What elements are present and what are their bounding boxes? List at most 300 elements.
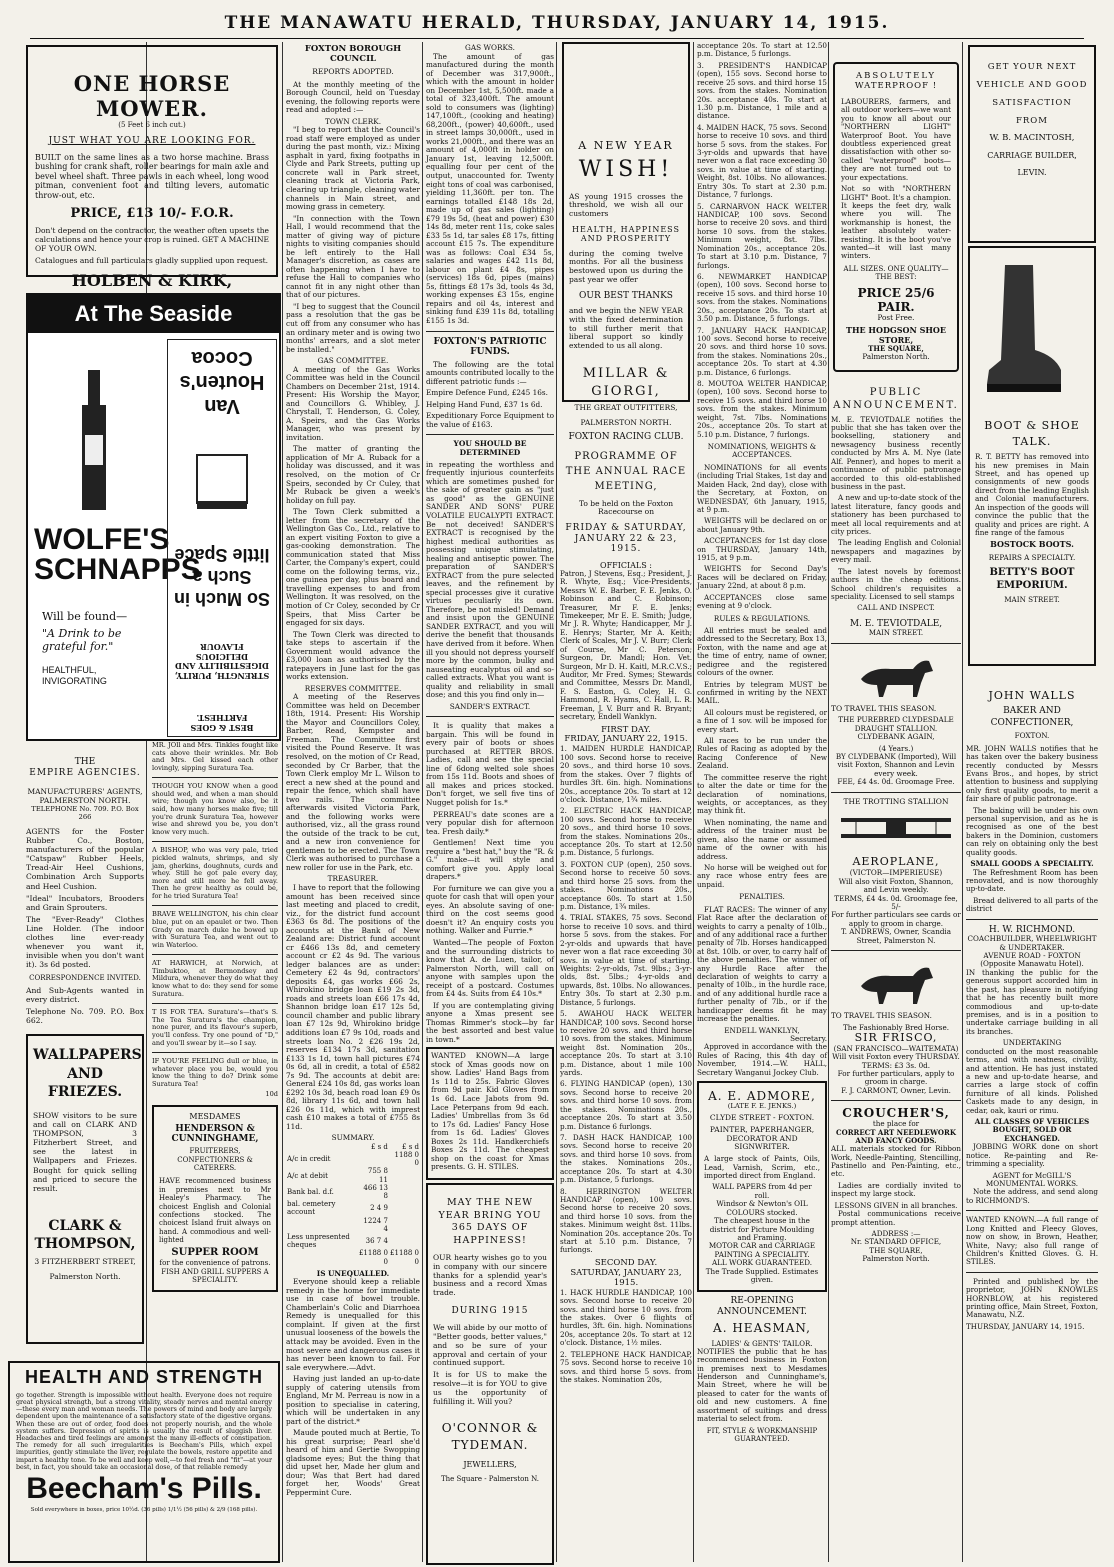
rules-text: Entries by telegram MUST be confirmed in writing by the NEXT MAIL.	[697, 679, 827, 706]
race-day2: SECOND DAY.	[594, 1257, 658, 1268]
admore-b1: A large stock of Paints, Oils, Lead, Varnish, Scrim, etc., imported direct from England.	[704, 1154, 820, 1180]
approved-text: Approved in accordance with the Rules of Racing, this 4th day of November, 1914.—W. HALL, Secretary Wanganui Jockey Club.	[697, 1042, 827, 1077]
teviotdale-3: The leading English and Colonial newspapers and magazines by every mail.	[831, 538, 961, 565]
walls-town: FOXTON.	[1014, 731, 1050, 741]
wish-w5: and we begin the NEW YEAR with the fixed determination to still further merit that liberal support so kindly extended to us all along.	[569, 306, 683, 351]
race-entry: 3. FOXTON CUP (open), 250 sovs. Second horse to receive 50 sovs. and third horse 25 sovs. from the stakes. Nominations 20s., acceptance 60s. To start at 1.50 p.m. Distance, 1¾ miles.	[560, 859, 692, 912]
race-entry: 7. JANUARY HACK HANDICAP, 100 sovs. Second horse to receive 20 sovs. and third horse 10 sovs. from the stakes. Nominations 20s., acceptance 20s. To start at 4.30 p.m. Distance, 6 furlongs.	[697, 325, 827, 377]
nominations-body: NOMINATIONS for all events (including Trial Stakes, 1st day and Maiden Hack, 2nd day), close with the Secretary, at Foxton, on WEDNESDAY, 6th January, 1915, at 9 p.m.	[697, 462, 827, 514]
race-officials: Patron, J Stevens, Esq.; President, J. R. Whyte, Esq.; Vice-Presidents, Messrs W. E. Barber, F. E. Jenks, O. Robinson and C. Robinson; Treasurer, Mr F. E. Jenks; Timekeeper, Mr E. E. Smith; Judge, Mr J. R. Whyte; Handicapper, Mr J. E. Henrys; Starter, Mr A. Keith; Clerk of Scales, Mr J. V. Burr; Clerk of Course, Mr C. Peterson; Surgeon, Dr. Mandl; Hon. Vet. Surgeon, Mr D. H. Kaitl, M.R.C.V.S.; Auditor, Mr Fred. Symes; Stewards and Committee, Messrs Dr. Mandl, F. S. Easton, G. Coley, H. G. Hammond, R. Hyams, C. Hall, L. R. Freeman, J. V. Burr and R. Bryant; secretary, Endell Wanklyn.	[560, 568, 692, 722]
race-entry: 2. ELECTRIC HACK HANDICAP, 100 sovs. Second horse to receive 20 sovs., and third horse 10 sovs. from the stakes. Nominations 20s., acceptance 20s. To start at 12.50 p.m. Distance, 5 furlongs.	[560, 806, 692, 858]
penalties-body: FLAT RACES: The winner of any Flat Race after the declaration of weights to carry a penalty of 10lb., and of any additional race a further penalty of 7lb. Horses handicapped at 8st. 10lb. or over, to carry half of the above penalties. The winner of any Hurdle Race after the declaration of weights to carry a penalty of 10lb., in the hurdle race, and of any additional hurdle race a further penalty of 7lb., or if the handicapper deems fit he may increase the penalties.	[697, 904, 827, 1024]
richmond-veh: ALL CLASSES OF VEHICLES BOUGHT, SOLD OR EXCHANGED.	[974, 1117, 1090, 1143]
macintosh-d: W. B. MACINTOSH,	[989, 133, 1075, 144]
teviotdale-5: CALL AND INSPECT.	[857, 603, 935, 613]
summary-cell	[389, 1184, 420, 1200]
richmond-body2: conducted on the most reasonable terms, and with neatness, civility, and attention. He has just instated a new and up-to-date hearse, and carries a large stock of coffin furniture of all kinds. Polished Caskets made to any design, in cedar, oak, kauri or rimu.	[966, 1046, 1098, 1115]
column-7	[831, 42, 961, 1564]
bottle-icon	[74, 365, 114, 515]
wish-w1: AS young 1915 crosses the threshold, we wish all our customers	[569, 191, 683, 219]
henderson-fish: FISH AND GRILL SUPPERS A SPECIALITY.	[161, 1267, 269, 1285]
race-entry: 4. TRIAL STAKES, 75 sovs. Second horse to receive 10 sovs. and third horse 5 sovs. from the stakes. For 2-yr-olds and upwards that have never won a flat race exceeding 30 sovs. in value at time of starting. Weights: 2-yr-olds, 7st. 9lbs.; 3-yr-olds, 8st. 5lbs.; 4-yr-olds and upwards, 8st. 10lbs. No allowances. Entry 30s. To start at 2.30 p.m. Distance, 5 furlongs.	[560, 913, 692, 1007]
walls-body: MR. JOHN WALLS notifies that he has taken over the bakery business recently conducted by Messrs Evans Bros., and hopes, by strict attention to business and supplying only first quality goods, to merit a fair share of public patronage.	[966, 743, 1098, 804]
rules-text: All entries must be sealed and addressed to the Secretary, Box 13, Foxton, with the name and age at the time of entry, name of owner, pedigree and the registered colours of the owner.	[697, 626, 827, 678]
race-entry: acceptance 20s. To start at 12.50 p.m. Distance, 5 furlongs.	[697, 41, 827, 59]
frisco-intro: The Fashionably Bred Horse.	[843, 1022, 949, 1032]
suratura-note: T IS FOR TEA. Suratura's—that's S. The Tea Suratura's the champion, none purer, and its flavour's superb, you'll confess. Try one pound of "D," and you'll swear by it—so I say.	[152, 1008, 278, 1047]
richmond-trade: COACHBUILDER, WHEELWRIGHT & UNDERTAKER.	[967, 934, 1097, 952]
clyde-visit: BY CLYDEBANK (Imported), Will visit Foxton, Shannon and Levin every week.	[835, 751, 957, 778]
summary-cell: bal. cemetery account	[287, 1200, 336, 1217]
macintosh-a: GET YOUR NEXT	[987, 62, 1077, 72]
heasman-sub: LADIES' & GENTS' TAILOR.	[711, 1339, 813, 1348]
empire-mfr: MANUFACTURERS' AGENTS,	[27, 786, 143, 796]
mower-title: ONE HORSE MOWER.	[73, 71, 231, 122]
frisco-breed: (SAN FRANCISCO—WAITEMATA)	[833, 1043, 959, 1053]
croucher-6: Postal communications receive prompt attention.	[831, 1209, 961, 1227]
race-entry: 5. CARNARVON HACK WELTER HANDICAP, 100 sovs. Second horse to receive 20 sovs. and third horse 10 sovs. from the stakes. Minimum weight, 8st. 7lbs. Nomination 20s., acceptance 20s. To start at 3.10 p.m. Distance, 7 furlongs.	[697, 201, 827, 270]
council-p1: At the monthly meeting of the Borough Council, held on Tuesday evening, the following reports were read and adopted :—	[286, 79, 420, 115]
richmond-body4: Note the address, and send along to RICHMOND'S.	[966, 1187, 1098, 1205]
macintosh-e: CARRIAGE BUILDER,	[987, 151, 1077, 161]
summary-cell: A/c in credit	[287, 1155, 331, 1164]
heasman-name: A. HEASMAN,	[713, 1321, 811, 1336]
tailor-ad: Wanted—The people of Foxton and the surrounding districts to know that A. de Luen, tailor, of Palmerston North, will call on anyone with samples upon the receipt of a postcard. Costumes from £4 4s. Suits from £4 10s.*	[426, 937, 554, 999]
wallpapers-ad	[26, 1034, 144, 1344]
rules-text: All races to be run under the Rules of Racing as adopted by the Racing Conference of New Zealand.	[697, 736, 827, 771]
admore-trade: PAINTER, PAPERHANGER, DECORATOR AND SIGNWRITER.	[709, 1124, 815, 1152]
council-gas: GAS COMMITTEE.	[317, 356, 389, 366]
race-entry: 1. HACK HURDLE HANDICAP, 100 sovs. Second horse to receive 20 sovs. and third horse 10 sovs. from the stakes. Over 6 flights of hurdles, 3ft. 6in. high. Nominations 20s, acceptance 20s. To start at 12 o'clock. Distance, 1½ miles.	[560, 1287, 692, 1348]
acceptances-body: ACCEPTANCES for 1st day close on THURSDAY, January 14th, 1915, at 9 p.m.	[697, 536, 827, 563]
patriotic-empire: Empire Defence Fund, £245 16s.	[426, 388, 548, 398]
rules-text: When nominating, the name and address of the trainer must be given, also the name or assumed name of the owner with his address.	[697, 817, 827, 861]
henderson-trade: FRUITERERS, CONFECTIONERS & CATERERS.	[177, 1147, 253, 1172]
admore-b7: The Trade Supplied. Estimates given.	[705, 1266, 819, 1285]
boot-icon	[975, 260, 1065, 400]
race-day1: FIRST DAY.	[601, 724, 651, 735]
hodgson-a: ABSOLUTELY	[855, 71, 937, 81]
rules-text: No horse will be weighed out for any race whose entry fees are unpaid.	[697, 862, 827, 889]
teviotdale-street: MAIN STREET.	[868, 629, 924, 638]
perreau-catering: Having just landed an up-to-date supply of catering utensils from England, Mr M. Perreau is now in a position to specialise in catering, which will be undertaken in any part of the district.*	[286, 1374, 420, 1426]
travel-head: TO TRAVEL THIS SEASON.	[831, 703, 937, 713]
hat-ad: Gentlemen! Next time you require a "best hat," buy the "R. & G." make—it will style and comfort give you. Apply local drapers.*	[426, 838, 554, 882]
summary-cell	[286, 1143, 358, 1151]
aeroplane-further: For further particulars see cards or apply to groom in charge.	[831, 910, 961, 928]
summary-cell	[389, 1217, 420, 1233]
hodgson-body: LABOURERS, farmers, and all outdoor workers—we want you to know all about our "NORTHERN LIGHT" Waterproof Boot. You have doubtless experienced great dissatisfaction with other so-called "waterproof" boots—they are not turned out to your expectations.	[841, 96, 951, 182]
croucher-2: CORRECT ART NEEDLEWORK AND FANCY GOODS.	[836, 1127, 956, 1145]
council-p10: I have to report that the following amount has been received since last meeting and placed to credit, viz., for the district fund account £363 6s 8d. The positions of the accounts at the Bank of New Zealand are: District fund account cr £466 13s 8d, and cemetery account cr £2 4s 9d. The various ledger balances are as under: Cemetery £2 4s 9d, contractors' deposits £4, gas works £66 2s, Whirokino bridge loan £19 2s 3d, roads and streets loan £66 17s 4d, Shannon bridge loan £17 12s 5d, council chamber and public library loan £7 12s 9d, Whirokino bridge additions loan £7 9s 10d, roads and streets loan No. 2 £26 19s 2d, reserves £134 17s 3d, sanitation £133 1s 1d, town hall pictures £74 0s 6d, all in credit, a total of £582 7s 9d. The accounts at debit are: General £24 10s 8d, gas works loan £292 10s 3d, beach road loan £9 0s 8d, library 11s 6d, and town hall £26 0s 11d, which with imprest cash £10 makes a total of £755 8s 11d.	[286, 882, 420, 1131]
croucher-3: ALL materials stocked for Ribbon Work, Needle-Painting, Stencilling, Pastinello and Pen-Painting, etc., etc.	[831, 1144, 961, 1179]
croucher-7: ADDRESS :—	[871, 1228, 921, 1238]
public-announcement: PUBLIC ANNOUNCEMENT.	[833, 386, 959, 411]
race-entry: 6. NEWMARKET HANDICAP (open), 100 sovs. Second horse to receive 15 sovs. and third horse 10 sovs. from the stakes. Nominations 20s., acceptance 20s. To start at 3.50 p.m. Distance, 5 furlongs.	[697, 271, 827, 324]
summary-cell: 36 7 4	[365, 1237, 388, 1246]
empire-tel2: Telephone No. 709. P.O. Box 662.	[26, 1007, 144, 1026]
betty-street: MAIN STREET.	[1004, 595, 1060, 605]
frisco-further: For further particulars, apply to groom in charge.	[837, 1069, 955, 1087]
mower-note: Don't depend on the contractor, the weather often upsets the calculations and hence your crop is ruined. GET A MACHINE OF YOUR OWN.	[35, 226, 269, 254]
betty-bostock: BOSTOCK BOOTS.	[990, 539, 1074, 550]
council-p2: "I beg to report that the Council's road staff were employed as under during the past month, viz.: Mixing asphalt in yard, fixing footpaths in Clyde and Park Streets, putting up concrete wall in Park street, cleaning track at Victoria Park, clearing up triangle, cleaning water channels in Main street, and mowing grass in cemetery.	[286, 125, 420, 212]
column-rule	[422, 42, 423, 1562]
henderson-body: HAVE recommenced business in premises next to Mr Healey's Pharmacy. The choicest English and Colonial confections stocked. The choicest Island fruit always on hand. A commodious and well-lighted	[159, 1177, 271, 1245]
suratura-note: BRAVE WELLINGTON, his chin clear blue, put on an epaulet or two. Then Grady on march duke he bowed up with Suratura Tea, and went out to win Waterloo.	[152, 910, 278, 949]
mesdames: MESDAMES	[189, 1111, 241, 1121]
empire-the: THE	[74, 757, 96, 767]
mower-catalogue: Catalogues and full particulars gladly supplied upon request.	[35, 256, 269, 266]
sander-extract: SANDER'S EXTRACT.	[449, 701, 531, 711]
race-programme: PROGRAMME OF THE ANNUAL RACE MEETING,	[565, 450, 687, 492]
henderson-conv: for the convenience of patrons.	[159, 1259, 271, 1268]
weights2-body: WEIGHTS for Second Day's Races will be declared on Friday, January 22nd, at about 8 p.m.	[697, 564, 827, 591]
aeroplane-terms: TERMS, £4 4s. 0d. Groomage fee, 5/-	[834, 893, 958, 911]
race-day1-date: FRIDAY, JANUARY 22, 1915.	[564, 734, 688, 745]
council-clerk: TOWN CLERK.	[324, 116, 382, 126]
seaside-ad	[26, 293, 281, 741]
mower-price: PRICE, £13 10/- F.O.R.	[70, 205, 234, 221]
oconnor-during: DURING 1915	[451, 1305, 529, 1316]
race-entry: 3. PRESIDENT'S HANDICAP (open), 155 sovs. Second horse to receive 25 sovs. and third horse 15 sovs. from the stakes. Nomination 20s. acceptance 40s. To start at 1.30 p.m. Distance, 1 mile and a distance.	[697, 60, 827, 121]
walls-trade: BAKER AND CONFECTIONER,	[990, 705, 1074, 728]
admore-addr: CLYDE STREET - FOXTON.	[709, 1113, 815, 1123]
summary-cell: 1188 0 0	[394, 1151, 419, 1168]
column-6	[697, 42, 827, 1564]
imprint: Printed and published by the proprietor, JOHN KNOWLES HORNBLOW, at his registered printing office, Main Street, Foxton, Manawatu, N.Z.	[966, 1276, 1098, 1320]
van-houten-strength: STRENGTH, PURITY, DIGESTIBILITY AND DELICIOUS FLAVOUR	[174, 642, 270, 681]
rimmer-ad: If you are contemplating giving anyone a Xmas present see Thomas Rimmer's stock—by far the best assorted and best value in town.*	[426, 1000, 554, 1044]
secretary-name: ENDELL WANKLYN,	[724, 1025, 800, 1035]
oconnor-m3: It is for US to make the resolve—it is for YOU to give us the opportunity of fulfilling it. Will you?	[433, 1370, 547, 1406]
wallpapers-firm: CLARK & THOMPSON,	[34, 1217, 136, 1253]
wallpapers-body: SHOW visitors to be sure and call on CLARK AND THOMPSON, 3 Fitzherbert Street, and see the latest in Wallpapers and Friezes. Bought for quick selling and priced to secure the result.	[33, 1110, 137, 1193]
admore-b6: ALL WORK GUARANTEED.	[711, 1258, 813, 1268]
betty-title: BOOT & SHOE TALK.	[984, 419, 1080, 448]
council-p7: The Town Clerk submitted a letter from the secretary of the Wellington Gas Co., Ltd., relative to an expert visiting Foxton to give a gas-cooking demonstration. The communication stated that Miss Carter, the Company's expert, could come on the following terms, viz., one guinea per day, plus board and travelling expenses to and from Wellington. It was resolved, on the motion of Cr Coley, seconded by Cr Speirs, that Miss Carter be engaged for six days.	[286, 507, 420, 628]
column-rule	[962, 42, 963, 1562]
frisco-visit: Will visit Foxton every THURSDAY.	[832, 1052, 960, 1062]
clyde-fee: FEE, £4 4s. 0d. Groomage Free.	[837, 777, 955, 787]
summary-row	[286, 1151, 420, 1167]
van-houten-slogan: So Much in Such a little Space	[174, 545, 270, 609]
rules-head: RULES & REGULATIONS.	[713, 613, 811, 623]
race-officials-head: OFFICIALS :	[600, 560, 652, 570]
heasman-body: NOTIFIES the public that he has recommenced business in Foxton in premises next to Mesdames Henderson and Cunninghame's, Main Street, where he will be pleased to cater for the wants of old and new customers. A fine assortment of suitings and dress material to select from.	[697, 1346, 827, 1424]
beechams-brand: Beecham's Pills.	[26, 1472, 262, 1506]
chamberlain-ad: Everyone should keep a reliable remedy in the home for immediate use in case of bowel trouble. Chamberlain's Colic and Diarrhoea Remedy is unequalled for this complaint. If given at the first unusual looseness of the bowels the attack may be avoided. Even in the most severe and dangerous cases it has never been known to fail. For sale everywhere.—Advt.	[286, 1277, 420, 1372]
summary-cell: Less unpresented cheques	[287, 1232, 350, 1250]
summary-cell	[389, 1200, 420, 1216]
perreau-scones: PERREAU's date scones are a very popular dish for afternoon tea. Fresh daily.*	[426, 809, 554, 836]
richmond-und: UNDERTAKING	[1002, 1038, 1062, 1048]
henderson-firm: HENDERSON & CUNNINGHAME,	[171, 1123, 259, 1145]
admore-b3: Windsor & Newton's OIL COLOURS stocked.	[716, 1199, 808, 1217]
richmond-opp: (Opposite Manawatu Hotel).	[980, 959, 1084, 969]
mower-sub: (5 Feet 6 inch cut.)	[118, 121, 186, 130]
aeroplane-visit: Will also visit Foxton, Shannon, and Levin weekly.	[838, 876, 954, 895]
empire-title: EMPIRE AGENCIES.	[29, 767, 141, 778]
teviotdale-body: M. E. TEVIOTDALE notifies the public that she has taken over the bookselling, stationery and newsagency business recently conducted by Mrs A. M. Nye (late Alf. Penner), and hopes to merit a continuance of public patronage accorded to this old-established business in the past.	[831, 414, 961, 491]
patriotic-intro: The following are the total amounts contributed locally to the different patriotic funds :—	[426, 359, 554, 386]
sander-body: in repeating the worthless and frequently injurious counterfeits which are sometimes pushed for the sake of greater gain as "just as good" as the GENUINE SANDER AND SONS' PURE VOLATILE EUCALYPTI EXTRACT. Be not deceived! SANDER'S EXTRACT is recognised by the highest medical authorities as possessing unique stimulating, healing and antiseptic power. The preparation of SANDER'S EXTRACT from the pure selected leaves, and the refinement by special processes give it curative virtues peculiarly its own. Therefore, be not misled! Demand and insist upon the GENUINE SANDER EXTRACT, and you will derive the benefit that thousands have derived from it before. When ill you should not depress yourself more by the common, bulky and nauseating eucalyptus oil and so-called extracts. What you want is quality and reliability in small dose; and this you find only in—	[426, 459, 554, 700]
council-p6: The matter of granting the application of Mr A. Ruback for a holiday was discussed, and it was resolved, on the motion of Cr Speirs, seconded by Cr Culey, that Mr Ruback be given a week's holiday on full pay.	[286, 444, 420, 505]
suratura-notes	[150, 740, 280, 1101]
race-entry: 4. MAIDEN HACK, 75 sovs. Second horse to receive 10 sovs. and third horse 5 sovs. from the stakes. For 3-yr-olds and upwards that have never won a flat race exceeding 30 sovs. in value at time of starting. Weight, 8st. 10lbs. No allowances. Entry 30s. To start at 2.30 p.m. Distance, 7 furlongs.	[697, 122, 827, 200]
wallpapers-addr: 3 FITZHERBERT STREET,	[34, 1257, 136, 1267]
peppermint-verse: Maude pouted much at Bertie, To his great surprise; Pearl she'd heard of him and Gertie Swopping gladsome eyes; But the thing that did upset her, Made her glum and dour; Was that Bert had dared forget her, Woods' Great Peppermint Cure.	[286, 1428, 420, 1498]
summary-cell: £1188 0 0	[358, 1249, 388, 1266]
acceptances2-body: ACCEPTANCES close same evening at 9 o'clock.	[697, 592, 827, 611]
hodgson-sq: THE SQUARE,	[868, 343, 924, 353]
heasman-foot: FIT, STYLE & WORKMANSHIP GUARANTEED.	[706, 1426, 818, 1443]
betty-repairs: REPAIRS A SPECIALTY.	[988, 552, 1076, 562]
macintosh-f: LEVIN.	[1017, 168, 1047, 178]
richmond-name: H. W. RICHMOND.	[988, 924, 1076, 935]
stiles-body: WANTED KNOWN—A large stock of Xmas goods now on show. Ladies' Hand Bags from 1s 11d to 25s. Fabric Gloves from 9d pair. Kid Gloves from 1s 6d. Lace Jabots from 9d. Lace Peterpans from 9d each. Ladies' Umbrellas from 3s 6d to 17s 6d. Ladies' Fancy Hose from 1s 6d. Ladies' Gloves Boxes 2s 11d. Handkerchiefs Boxes 2s 11d. The cheapest shop on the coast for Xmas presents. G. H. STILES.	[431, 1051, 549, 1172]
aeroplane-breed: (VICTOR—IMPERIEUSE)	[849, 868, 943, 878]
frisco-owner: F. J. CARMONT, Owner, Levin.	[841, 1085, 951, 1095]
teviotdale-4: The latest novels by foremost authors in the cheap editions. School children's requisites a speciality. Licensed to sell stamps	[831, 566, 961, 601]
macintosh-ad	[968, 45, 1096, 243]
admore-title: A. E. ADMORE,	[708, 1089, 816, 1104]
empire-ideal: "Ideal" Incubators, Brooders and Grain Sprouters.	[26, 893, 144, 912]
van-houten-best: BEST & GOES FARTHEST.	[190, 713, 254, 733]
council-reserves: RESERVES COMMITTEE.	[304, 683, 402, 693]
race-dates: FRIDAY & SATURDAY, JANUARY 22 & 23, 1915.	[565, 523, 687, 555]
summary-cell: £ s d	[402, 1142, 419, 1151]
wish-w2: HEALTH, HAPPINESS AND PROSPERITY	[572, 224, 680, 244]
croucher-10: Palmerston North.	[862, 1254, 930, 1264]
gasworks-body: The amount of gas manufactured during the month of December was 317,900ft., which with the amount in holder on December 1st, 5,500ft. made a total of 323,400ft. The amount sold to consumers was (lighting) 147,100ft., (cooking and heating) 68,200ft., (power) 40,600ft., used in street lamps 30,000ft., used in works 21,000ft., and there was an amount of 4,000ft in holder on January 1st, leaving 12,500ft. equalling four per cent of the output, unaccounted for. Twenty eight tons of coal was carbonised, yielding 11,360ft. per ton. The earnings totalled £148 18s 2d, made up of gas sales (lighting) £79 19s 5d, (heat and power) £30 14s 8d, meter rent 11s, coke sales £33 5s 1d, tar sales £8 17s, fitting account £15 7s. The expenditure was as follows: Coal £34 5s, salaries and wages £42 11s 8d, labour on plant £4 8s, pipes (services) 18s 6d, pipes (mains) 5s, fittings £8 17s 3d, tools 4s 3d, working expenses £3 15s, engine repairs and oil 4s, interest and sinking fund £39 11s 8d, totalling £155 1s 3d.	[426, 51, 554, 325]
wolfes-schnapps-panel	[34, 365, 201, 725]
wolfes-brand: WOLFE'S SCHNAPPS	[34, 523, 201, 586]
croucher-8: Nr. STANDARD OFFICE,	[850, 1237, 942, 1247]
mower-body: BUILT on the same lines as a two horse machine. Brass bushing for crank shaft, roller bearings for main axle and bevel wheel shaft. Three pawls in each wheel, long wood pitman, convenient foot and tilting levers, automatic throw-out, etc.	[35, 152, 269, 200]
hodgson-town: Palmerston North.	[862, 352, 930, 362]
column-rule	[693, 42, 694, 1562]
hodgson-post: Post Free.	[877, 312, 915, 322]
race-entry: 8. HERRINGTON WELTER HANDICAP (open), 100 sovs. Second horse to receive 20 sovs. and third horse 10 sovs. from the stakes. Minimum weight 8st. 11lbs. Nomination 20s. acceptance 20s. To start at 5.10 p.m. Distance, 7 furlongs.	[560, 1186, 692, 1255]
admore-b4: The cheapest house in the district for Picture Moulding and Framing.	[709, 1216, 815, 1242]
masthead-rule	[30, 38, 1084, 39]
walls-name: JOHN WALLS	[988, 689, 1076, 702]
admore-b2: WALL PAPERS from 4d per roll.	[712, 1182, 812, 1200]
croucher-1: the place for	[872, 1119, 920, 1129]
beechams-foot: Sold everywhere in boxes, price 10½d. (36 pills) 1/1½ (56 pills) & 2/9 (168 pills).	[30, 1507, 258, 1514]
nominations-head: NOMINATIONS, WEIGHTS & ACCEPTANCES.	[707, 441, 817, 460]
wolfes-drink: "A Drink to be grateful for."	[42, 627, 122, 654]
oconnor-addr: The Square - Palmerston N.	[441, 1475, 539, 1484]
croucher-5: LESSONS GIVEN in all branches.	[834, 1200, 958, 1210]
patriotic-helping: Helping Hand Fund, £37 1s 6d.	[426, 399, 543, 409]
richmond-addr: AVENUE ROAD - FOXTON	[983, 951, 1081, 961]
summary-cell: 1224 7 4	[363, 1216, 388, 1233]
race-club: FOXTON RACING CLUB.	[568, 432, 684, 442]
hodgson-price: PRICE 25/6 PAIR.	[857, 285, 935, 314]
health-title: HEALTH AND STRENGTH	[25, 1367, 263, 1387]
suratura-note: MR. JOll and Mrs. Tinkles fought like cats above their wrinkles. Mr. Bob and Mrs. Gel kissed each other lovingly, sipping Suratura Tea.	[152, 741, 278, 772]
teviotdale-2: A new and up-to-date stock of the latest literature, fancy goods and stationery has been purchased to meet all local requirements and at city prices.	[831, 493, 961, 537]
empire-body: AGENTS for the Foster Rubber Co., Boston, manufacturers of the popular "Catspaw" Rubber Heels, Tread-Air Heel Cushions, Combination Arch Supports and Heel Cushion.	[26, 826, 144, 891]
furniture-ad: For furniture we can give you a quote for cash that will open your eyes. An absolute saving of one-third on the cost seems good doesn't it? An enquiry costs you nothing. Walker and Furrie.*	[426, 883, 554, 936]
oconnor-m2: We will abide by our motto of "Better goods, better values," and so be sure of your approval and certain of your continued support.	[433, 1323, 547, 1368]
macintosh-c: SATISFACTION FROM	[992, 97, 1072, 126]
betty-ad	[968, 246, 1096, 666]
summary-row	[286, 1233, 420, 1249]
walls-body4: Bread delivered to all parts of the district	[966, 895, 1098, 914]
beechams-ad	[8, 1361, 280, 1563]
empire-corr: CORRESPONDENCE INVITED.	[29, 973, 141, 982]
patriotic-expeditionary: Expeditionary Force Equipment to the value of £163.	[426, 411, 554, 429]
summary-cell: £1188 0 0	[390, 1249, 419, 1266]
summary-cell	[389, 1167, 420, 1183]
horse-icon	[851, 956, 941, 1008]
column-rule	[282, 42, 283, 1562]
masthead: THE MANAWATU HERALD, THURSDAY, JANUARY 14, 1915.	[224, 13, 890, 33]
mower-ad	[26, 45, 278, 291]
penalties-head: PENALTIES.	[739, 892, 785, 902]
suratura-note: IF YOU'RE FEELING dull or blue, in whatever place you be, would you know the thing to do? Drink some Suratura Tea!	[152, 1057, 278, 1088]
summary-cell	[358, 1151, 389, 1167]
betty-emporium: BETTY'S BOOT EMPORIUM.	[989, 567, 1075, 592]
croucher-4: Ladies are cordially invited to inspect my large stock.	[831, 1180, 961, 1199]
seaside-banner: At The Seaside	[28, 295, 279, 333]
race-entry: 6. FLYING HANDICAP (open), 130 sovs. Second horse to receive 20 sovs. and third horse 10 sovs. from the stakes. Nominations 20s., acceptance 20s. To start at 3.50 p.m. Distance 6 furlongs.	[560, 1079, 692, 1131]
wallpapers-title: WALLPAPERS AND FRIEZES.	[33, 1047, 142, 1100]
gasworks-head: GAS WORKS.	[465, 43, 515, 52]
summary-cell: Bank bal. d.f.	[287, 1187, 334, 1196]
admore-b5: MOTOR CAR and CARRIAGE PAINTING A SPECIALITY.	[708, 1241, 816, 1259]
summary-row	[286, 1184, 420, 1200]
suratura-price: 10d	[265, 1090, 278, 1099]
weights-body: WEIGHTS will be declared on or about January 9th.	[697, 516, 827, 534]
van-houten-brand: Van Houten's Cocoa	[179, 347, 265, 418]
council-p8: The Town Clerk was directed to take steps to ascertain if the Government would advance the £3,000 loan as authorised by the ratepayers in June last for the gas works extension.	[286, 629, 420, 682]
race-day2-date: SATURDAY, JANUARY 23, 1915.	[570, 1267, 682, 1288]
council-summary: SUMMARY.	[331, 1133, 375, 1143]
council-head: FOXTON BOROUGH COUNCIL	[304, 44, 402, 64]
imprint-date: THURSDAY, JANUARY 14, 1915.	[966, 1321, 1085, 1331]
secretary-title: Secretary.	[790, 1033, 827, 1043]
council-p4: "I beg to suggest that the Council pass a resolution that the gas be cut off from any consumer who has an ordinary meter and is owing two months' arrears, and a slot meter be installed."	[286, 301, 420, 354]
richmond-agent: AGENT for McGILL'S MONUMENTAL WORKS.	[985, 1170, 1079, 1188]
summary-cell: 2 4 9	[370, 1204, 388, 1213]
richmond-body: IN thanking the public for the generous support accorded him in the past, has pleasure in notifying that he has recently built more commodious and up-to-date premises, and is in a position to undertake carriage building in all its branches.	[966, 967, 1098, 1036]
suratura-note: THOUGH YOU KNOW when a good should wed, and when a man should wire; though you know also, be it said, how many horses make five; till you're drunk Suratura Tea, however wise and shrewd you be, you don't know very much.	[152, 782, 278, 836]
wish-line-1: A NEW YEAR	[578, 139, 674, 152]
admore-ad	[697, 1081, 827, 1292]
retter-bros: It is quality that makes a bargain. This will be found in every pair of boots or shoes purchased at RETTER BROS. Ladies, call and see the special line of 6dong welted sole shoes from 15s 11d. Boots and shoes of all makes and prices stocked. Don't forget, we sell five tins of Nugget polish for 1s.*	[426, 721, 554, 807]
millar-firm: MILLAR & GIORGI,	[582, 366, 670, 399]
frisco-name: SIR FRISCO,	[854, 1030, 938, 1044]
suratura-note: A BISHOP, who was very pale, tried pickled walnuts, shrimps, and sly jam, gherkins, doughnuts, curds and whey. Still he got pale every day, more and still more he fell away. Then he grew healthy as could be, for he tried Suratura Tea!	[152, 846, 278, 900]
empire-ever-ready: The "Ever-Ready" Clothes Line Holder. (The indoor clothes line ever-ready whenever you want it, invisible when you don't want it). 3s 6d posted.	[26, 914, 144, 970]
summary-cell	[389, 1233, 420, 1249]
mower-firm: HOLBEN & KIRK,	[71, 271, 233, 291]
hodgson-ad	[833, 62, 959, 372]
column-4	[426, 42, 554, 1564]
summary-table	[286, 1143, 420, 1266]
summary-row	[286, 1200, 420, 1216]
mower-tag: JUST WHAT YOU ARE LOOKING FOR.	[48, 135, 256, 146]
millar-trade: THE GREAT OUTFITTERS,	[574, 403, 678, 413]
council-p5: A meeting of the Gas Works Committee was held in the Council Chambers on December 21st, 1914. Present: His Worship the Mayor, and Councillors G. Whibley, J. Chrystall, T. Henderson, G. Coley, A. Speirs, and the Gas Works Manager, who was present by invitation.	[286, 364, 420, 442]
council-p3: "In connection with the Town Hall, I would recommend that the matter of giving way of picture nights to visiting companies should be left entirely to the Hall Manager's discretion, as cases are often happening when I have to refuse the Hall to companies who cannot fit in any night other than that of our pictures.	[286, 213, 420, 300]
unequalled-head: IS UNEQUALLED.	[316, 1268, 390, 1278]
teviotdale-name: M. E. TEVIOTDALE,	[849, 618, 943, 629]
wolfes-healthful: HEALTHFUL, INVIGORATING	[42, 665, 107, 686]
empire-tel: TELEPHONE No. 709. P.O. Box 266	[31, 804, 139, 821]
empire-sub: And Sub-Agents wanted in every district.	[26, 985, 144, 1005]
column-3	[286, 42, 420, 1564]
council-sub: REPORTS ADOPTED.	[312, 66, 394, 76]
summary-row	[286, 1167, 420, 1183]
rules-text: All colours must be registered, or a fine of 1 sov. will be imposed for every start.	[697, 707, 827, 734]
summary-row	[286, 1249, 420, 1265]
column-rule	[556, 42, 557, 1562]
croucher-name: CROUCHER'S,	[842, 1106, 950, 1121]
clyde-age: (4 Years.)	[878, 743, 914, 753]
clyde-title: THE PUREBRED CLYDESDALE DRAUGHT STALLION. CLYDEBANK AGAIN,	[838, 715, 954, 742]
race-entry: 8. MOUTOA WELTER HANDICAP, (open), 100 sovs. Second horse to receive 15 sovs. and third horse 10 sovs. from the stakes. Minimum weight, 7st. 7lbs. Nominations 20s., acceptance 20s. To start at 5.10 p.m. Distance, 7 furlongs.	[697, 379, 827, 439]
trotting-head: THE TROTTING STALLION	[843, 796, 949, 806]
column-8	[966, 42, 1098, 1564]
suratura-note: AT HARWICH, at Norwich, at Timbuktoo, at Bermondsey and Mildura, whenever they do what they know what to do: they send for some Suratura.	[152, 959, 278, 998]
empire-agencies-ad	[24, 744, 146, 1031]
patriotic-head: FOXTON'S PATRIOTIC FUNDS.	[433, 336, 547, 358]
hodgson-firm: THE HODGSON SHOE STORE,	[846, 325, 946, 345]
oconnor-m1: OUR hearty wishes go to you in company with our sincere thanks for a splendid year's business and a record Xmas trade.	[433, 1253, 547, 1298]
council-treasurer: TREASURER.	[327, 874, 379, 884]
wolfes-found: Will be found—	[42, 610, 128, 623]
empire-town: PALMERSTON NORTH.	[39, 795, 131, 805]
race-entry: 7. DASH HACK HANDICAP, 100 sovs. Second horse to receive 20 sovs. and third horse 10 sovs. from the stakes. Nominations 20s., acceptance 20s. To start at 4.30 p.m. Distance, 5 furlongs.	[560, 1132, 692, 1185]
summary-cell: 755 8 11	[367, 1167, 388, 1184]
millar-town: PALMERSTON NORTH.	[580, 417, 672, 427]
race-entry: 1. MAIDEN HURDLE HANDICAP, 100 sovs. Second horse to receive 20 sovs., and third horse 10 sovs. from the stakes. Over 7 flights of hurdles 3ft. 6in. high. Nominations 20s., acceptance 20s. To start at 12 o'clock. Distance, 1¾ miles.	[560, 744, 692, 804]
walls-body2: The baking will be under his own personal supervision, and as he is recognised as one of the best bakers in the Dominion, customers can rely on obtaining only the best quality goods.	[966, 805, 1098, 857]
race-held: To be held on the Foxton Racecourse on	[578, 498, 674, 517]
summary-cell: A/c at debit	[287, 1171, 328, 1180]
reopening-head: RE-OPENING ANNOUNCEMENT.	[717, 1296, 807, 1317]
council-p9: A meeting of the Reserves Committee was held on December 18th, 1914. Present: His Worship the Mayor and Councillors Coley, Barber, Read, Kempster and Freeman. The Committee first visited the Pound Reserve. It was resolved, on the motion of Cr Read, seconded by Cr Barber, that the Town Clerk employ Mr L. Wilson to erect a new shed at the pound and repair the fence, which shall have two rails. The committee afterwards visited Victoria Park, and the following works were authorised, viz., all the grass round the outside of the track to be cut, and a new iron convenience for gentlemen to be erected. The Town Clerk was authorised to purchase a new roller for use in the Park, etc.	[286, 692, 420, 872]
richmond-body3: JOBBING WORK done on short notice. Re-painting and Re-trimming a speciality.	[966, 1142, 1098, 1169]
oconnor-jewellers: JEWELLERS,	[463, 1459, 517, 1469]
column-rule	[828, 42, 829, 1562]
aeroplane-owner: T. ANDREWS, Owner, Scandia Street, Palmerston N.	[840, 927, 952, 945]
aeroplane-icon	[836, 810, 956, 852]
henderson-supper: SUPPER ROOM	[171, 1247, 259, 1259]
wallpapers-town: Palmerston North.	[49, 1272, 121, 1282]
wish-line-2: WISH!	[578, 156, 674, 182]
summary-cell: 466 13 8	[363, 1183, 388, 1201]
summary-cell	[286, 1249, 358, 1265]
van-houten-panel	[167, 339, 277, 737]
hodgson-b: WATERPROOF !	[854, 80, 938, 91]
wish-w4: OUR BEST THANKS	[579, 290, 673, 301]
summary-row	[286, 1217, 420, 1233]
walls-small: SMALL GOODS A SPECIALITY.	[970, 859, 1094, 869]
oconnor-may: MAY THE NEW YEAR BRING YOU 365 DAYS OF HAPPINESS!	[438, 1196, 542, 1247]
horse-icon	[851, 649, 941, 701]
travel-head-2: TO TRAVEL THIS SEASON.	[831, 1011, 932, 1021]
summary-row	[286, 1143, 420, 1151]
macintosh-b: VEHICLE AND GOOD	[976, 79, 1088, 90]
summary-cell	[286, 1217, 358, 1233]
oconnor-firm: O'CONNOR & TYDEMAN.	[441, 1421, 539, 1453]
